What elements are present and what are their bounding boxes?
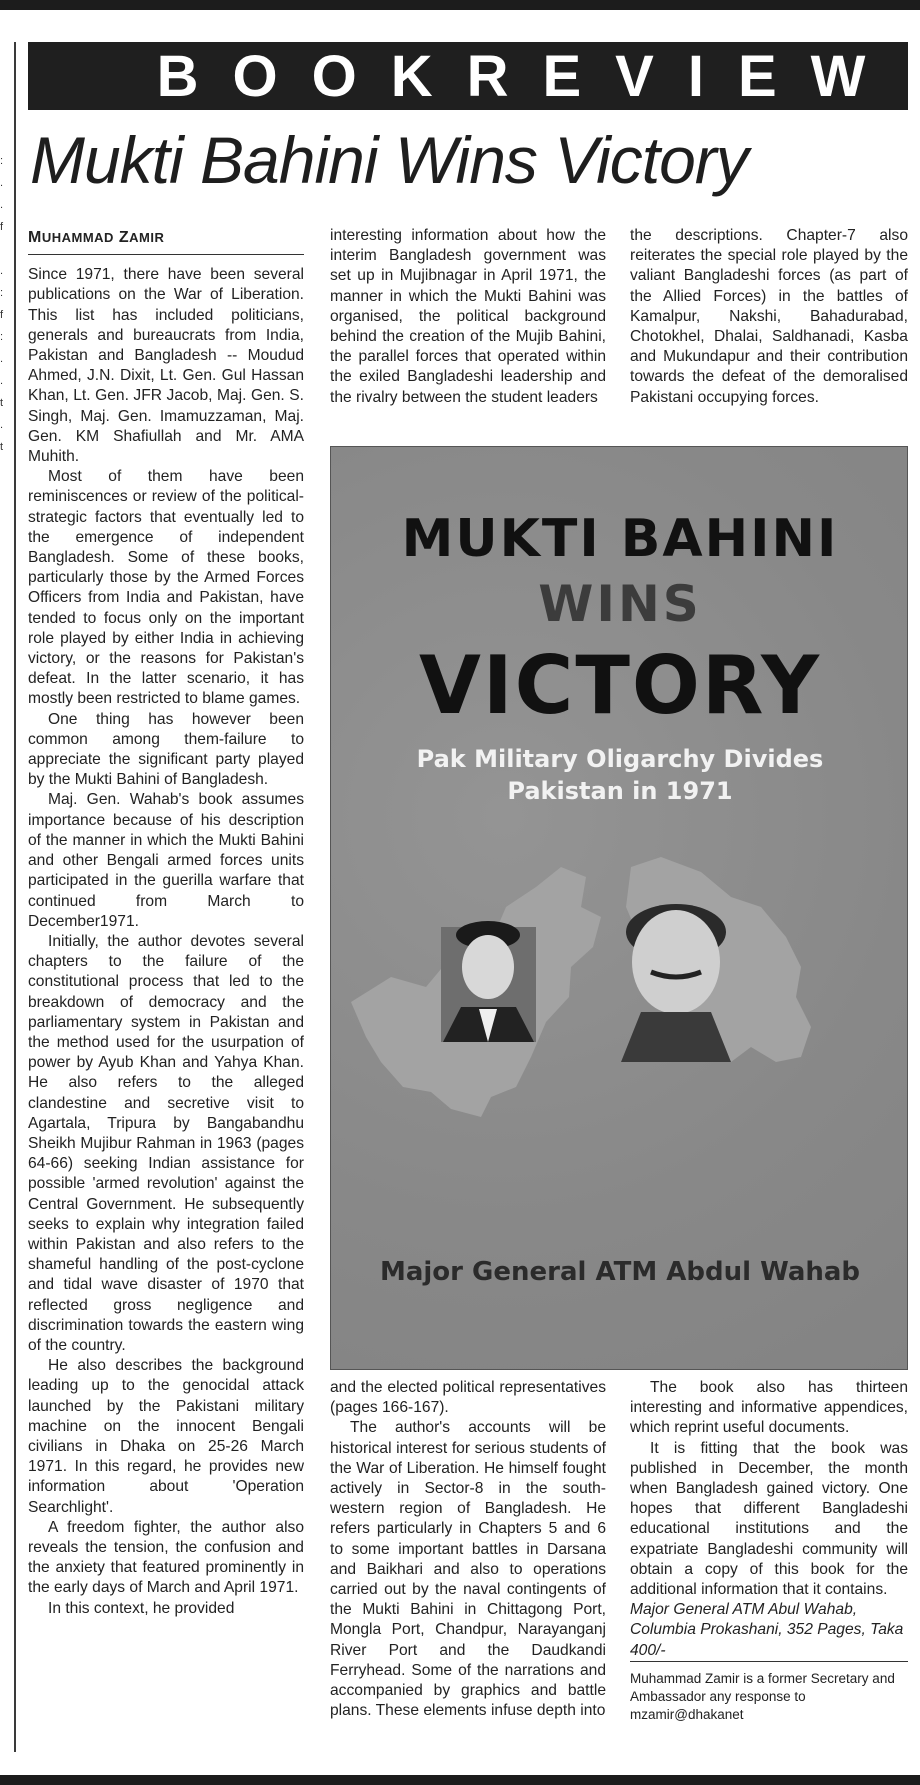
cover-title-line-1: MUKTI BAHINI xyxy=(401,509,839,569)
paragraph: In this context, he provided xyxy=(48,1599,235,1617)
paragraph: Initially, the author devotes several chapters to the failure of the constitutional process that led to the breakdown of democracy and the parliamentary system in Pakistan and the method used for the usurpation of power by Ayub Khan and Yahya Khan. He also refers to the alleged clandestine and secretive visit to Agartala, Tripura by Bangabandhu Sheikh Mujibur Rahman in 1963 (pages 64-66) seeking Indian assistance for possible 'armed revolution' against the Central Government. He subsequently seeks to explain why integration failed within Pakistan and also refers to the shameful handling of the post-cyclone and tidal wave disaster of 1970 that reflected gross negligence and discrimination towards the eastern wing of the country. xyxy=(28,932,304,1354)
cover-subtitle-line-2: Pakistan in 1971 xyxy=(507,777,733,805)
bottom-rule xyxy=(0,1775,920,1785)
paragraph: and the elected political representatives (pages 166-167). xyxy=(330,1379,606,1417)
portrait-jinnah xyxy=(441,921,536,1042)
book-publication-info: Major General ATM Abul Wahab, Columbia Prokashani, 352 Pages, Taka 400/- xyxy=(630,1601,904,1659)
cover-subtitle xyxy=(331,743,908,807)
top-rule xyxy=(0,0,920,10)
byline-first-initial: M xyxy=(28,229,42,246)
cover-subtitle-line-1: Pak Military Oligarchy Divides xyxy=(416,745,824,773)
article-headline: Mukti Bahini Wins Victory xyxy=(30,123,748,197)
paragraph: The book also has thirteen interesting and informative appendices, which reprint useful documents. xyxy=(630,1379,908,1437)
paragraph: The author's accounts will be historical interest for serious students of the War of Liberation. He himself fought actively in Sector-8 in the south-western region of Bangladesh. He refers particularly in Chapters 5 and 6 to some important battles in Darsana and Baikhari and also to operations carried out by the naval contingents of the Mukti Bahini in Chittagong Port, Mongla Port, Chandpur, Narayanganj River Port and the Daudkandi Ferryhead. Some of the narrations and accompanied by graphics and battle plans. These elements infuse depth into xyxy=(330,1419,606,1720)
article-column-2-bottom xyxy=(330,1378,606,1721)
byline-last-initial: Z xyxy=(118,229,130,246)
byline-last-rest: AMIR xyxy=(129,230,165,245)
book-cover-image xyxy=(330,446,908,1370)
portrait-mujib xyxy=(621,904,731,1062)
paragraph: He also describes the background leading up to the genocidal attack launched by the Pakistani military machine on the innocent Bengali civilians in Dhaka on 25-26 March 1971. In this regard, he provides new information about 'Operation Searchlight'. xyxy=(28,1357,304,1516)
author-bio: Muhammad Zamir is a former Secretary and Ambassador any response to mzamir@dhakanet xyxy=(630,1661,908,1724)
paragraph: Maj. Gen. Wahab's book assumes importance because of his description of the manner in which the Mukti Bahini and other Bengali armed forces units participated in the guerilla warfare that continued from March to December1971. xyxy=(28,791,304,930)
cover-title-line-2: WINS xyxy=(538,575,702,633)
paragraph: interesting information about how the interim Bangladesh government was set up in Mujibnagar in April 1971, the manner in which the Mukti Bahini was organised, the political background behind the creation of the Mujib Bahini, the parallel forces that operated within the exiled Bangladeshi leadership and the rivalry between the student leaders xyxy=(330,227,606,406)
cover-title-line-3: VICTORY xyxy=(418,639,822,732)
article-column-3-top xyxy=(630,226,908,408)
article-column-2-top xyxy=(330,226,606,408)
adjacent-column-edge: : . . f . : f : . . t . t xyxy=(0,155,4,453)
paragraph: One thing has however been common among them-failure to appreciate the significant party played by the Mukti Bahini of Bangladesh. xyxy=(28,710,304,789)
paragraph: It is fitting that the book was published in December, the month when Bangladesh gained victory. One hopes that different Bangladeshi educational institutions and the expatriate Bangladeshi community will obtain a copy of this book for the additional information that it contains. xyxy=(630,1439,908,1599)
paragraph: Most of them have been reminiscences or review of the political-strategic factors that eventually led to the emergence of independent Bangladesh. Some of these books, particularly those by the Armed Forces Officers from India and Pakistan, have tended to focus only on the important role played by either India in achieving victory, or the reasons for Pakistan's defeat. In the latter scenario, it has mostly been restricted to blame games. xyxy=(28,468,304,708)
cover-map-illustration xyxy=(331,847,908,1247)
byline xyxy=(28,228,304,255)
byline-first-rest: UHAMMAD xyxy=(41,230,114,245)
column-divider xyxy=(14,42,16,1752)
paragraph: the descriptions. Chapter-7 also reiterates the special role played by the valiant Bangladeshi forces (as part of the Allied Forces) in the battles of Kamalpur, Nakshi, Bahadurabad, Chotokhel, Dhalai, Saldhanadi, Kasba and Mukundapur and their contribution towards the defeat of the demoralised Pakistani occupying forces. xyxy=(630,227,908,406)
article-column-3-bottom xyxy=(630,1378,908,1724)
paragraph: Since 1971, there have been several publications on the War of Liberation. This list has included politicians, generals and bureaucrats from India, Pakistan and Bangladesh -- Moudud Ahmed, J.N. Dixit, Lt. Gen. Gul Hassan Khan, Lt. Gen. JFR Jacob, Maj. Gen. S. Singh, Maj. Gen. Imamuzzaman, Maj. Gen. KM Shafiullah and Mr. AMA Muhith. xyxy=(28,266,304,466)
article-column-1 xyxy=(28,228,304,1619)
paragraph: A freedom fighter, the author also reveals the tension, the confusion and the anxiety that featured prominently in the early days of March and April 1971. xyxy=(28,1518,304,1597)
cover-author: Major General ATM Abdul Wahab xyxy=(379,1257,861,1287)
section-banner: BOOKREVIEW xyxy=(28,42,908,110)
